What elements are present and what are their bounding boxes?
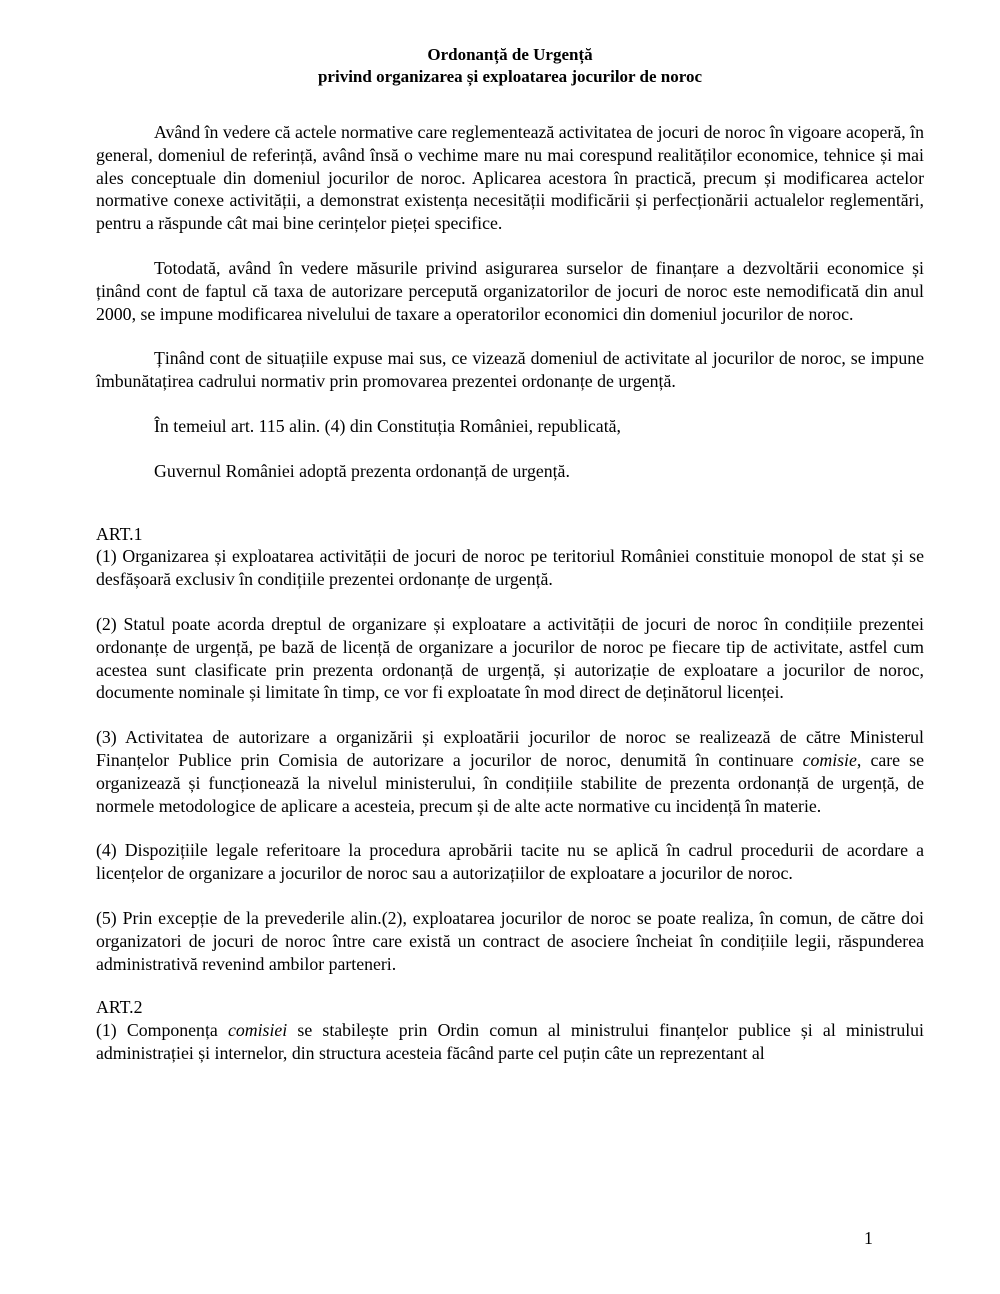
article-heading: ART.1 [96,523,143,544]
article-heading: ART.2 [96,997,143,1018]
document-title-line-1: Ordonanță de Urgență [427,45,593,64]
article-1 [96,523,924,976]
article-paragraph [96,726,924,817]
emphasized-term: comisie [802,749,857,770]
preamble [96,121,924,483]
preamble-paragraph: Totodată, având în vedere măsurile privind asigurarea surselor de finanțare a dezvoltării economice și ținând cont de faptul că taxa de autorizare percepută organizatorilor de jocuri de noroc este nemodificată din anul 2000, se impune modificarea nivelului de taxare a operatorilor economici din domeniul jocurilor de noroc. [96,257,924,324]
article-paragraph [96,1019,924,1065]
legal-basis-paragraph: În temeiul art. 115 alin. (4) din Constituția României, republicată, [154,415,621,436]
preamble-paragraph: Având în vedere că actele normative care reglementează activitatea de jocuri de noroc în vigoare acoperă, în general, domeniul de referință, având însă o vechime mare nu mai corespund realităților economice, tehnice și mai ales conceptuale din domeniul jocurilor de noroc. Aplicarea acestora în practică, precum și modificarea actelor normative conexe activității, a demonstrat existența necesității modificării și perfecționării actualelor reglementări, pentru a răspunde cât mai bine cerințelor pieței specifice. [96,122,924,234]
paragraph-text: , care se organizează și funcționează la nivelul ministerului, în condițiile stabilite de prezenta ordonanță de urgență, de normele metodologice de aplicare a acesteia, precum și de alte acte normative cu incidență în materie. [96,749,924,816]
document-page [96,44,924,1087]
paragraph-text: se stabilește prin Ordin comun al ministrului finanțelor publice și al ministrului administrației și internelor, din structura acesteia făcând parte cel puțin câte un reprezentant al [96,1020,924,1063]
article-paragraph: (4) Dispozițiile legale referitoare la procedura aprobării tacite nu se aplică în cadrul procedurii de acordare a licențelor de organizare a jocurilor de noroc sau a autorizațiilor de exploatare a jocurilor de noroc. [96,840,924,884]
adoption-paragraph: Guvernul României adoptă prezenta ordonanță de urgență. [154,460,570,481]
paragraph-text: (3) Activitatea de autorizare a organizării și exploatării jocurilor de noroc se realizează de către Ministerul Finanțelor Publice prin Comisia de autorizare a jocurilor de noroc, denumită în continuare [96,727,924,770]
article-paragraph: (1) Organizarea și exploatarea activității de jocuri de noroc pe teritoriul României constituie monopol de stat și se desfășoară exclusiv în condițiile prezentei ordonanțe de urgență. [96,546,924,590]
article-2 [96,996,924,1064]
emphasized-term: comisiei [227,1020,288,1041]
document-title-line-2: privind organizarea și exploatarea jocurilor de noroc [317,67,703,86]
paragraph-text: (1) Componența [96,1020,228,1041]
article-paragraph: (2) Statul poate acorda dreptul de organizare și exploatare a activității de jocuri de noroc în condițiile prezentei ordonanțe de urgență, pe bază de licență de organizare a jocurilor de noroc pe fiecare tip de activitate, astfel cum acestea sunt clasificate prin prezenta ordonanță de urgență, și autorizație de exploatare a jocurilor de noroc, documente nominale și limitate în timp, ce vor fi exploatate în mod direct de deținătorul licenței. [96,613,924,703]
article-paragraph: (5) Prin excepție de la prevederile alin.(2), exploatarea jocurilor de noroc se poate realiza, în comun, de către doi organizatori de jocuri de noroc între care există un contract de asociere încheiat în condițiile legii, răspunderea administrativă revenind ambilor parteneri. [96,907,924,974]
preamble-paragraph: Ținând cont de situațiile expuse mai sus, ce vizează domeniul de activitate al jocurilor de noroc, se impune îmbunătațirea cadrului normativ prin promovarea prezentei ordonanțe de urgență. [96,348,924,392]
page-number: 1 [864,1228,873,1248]
